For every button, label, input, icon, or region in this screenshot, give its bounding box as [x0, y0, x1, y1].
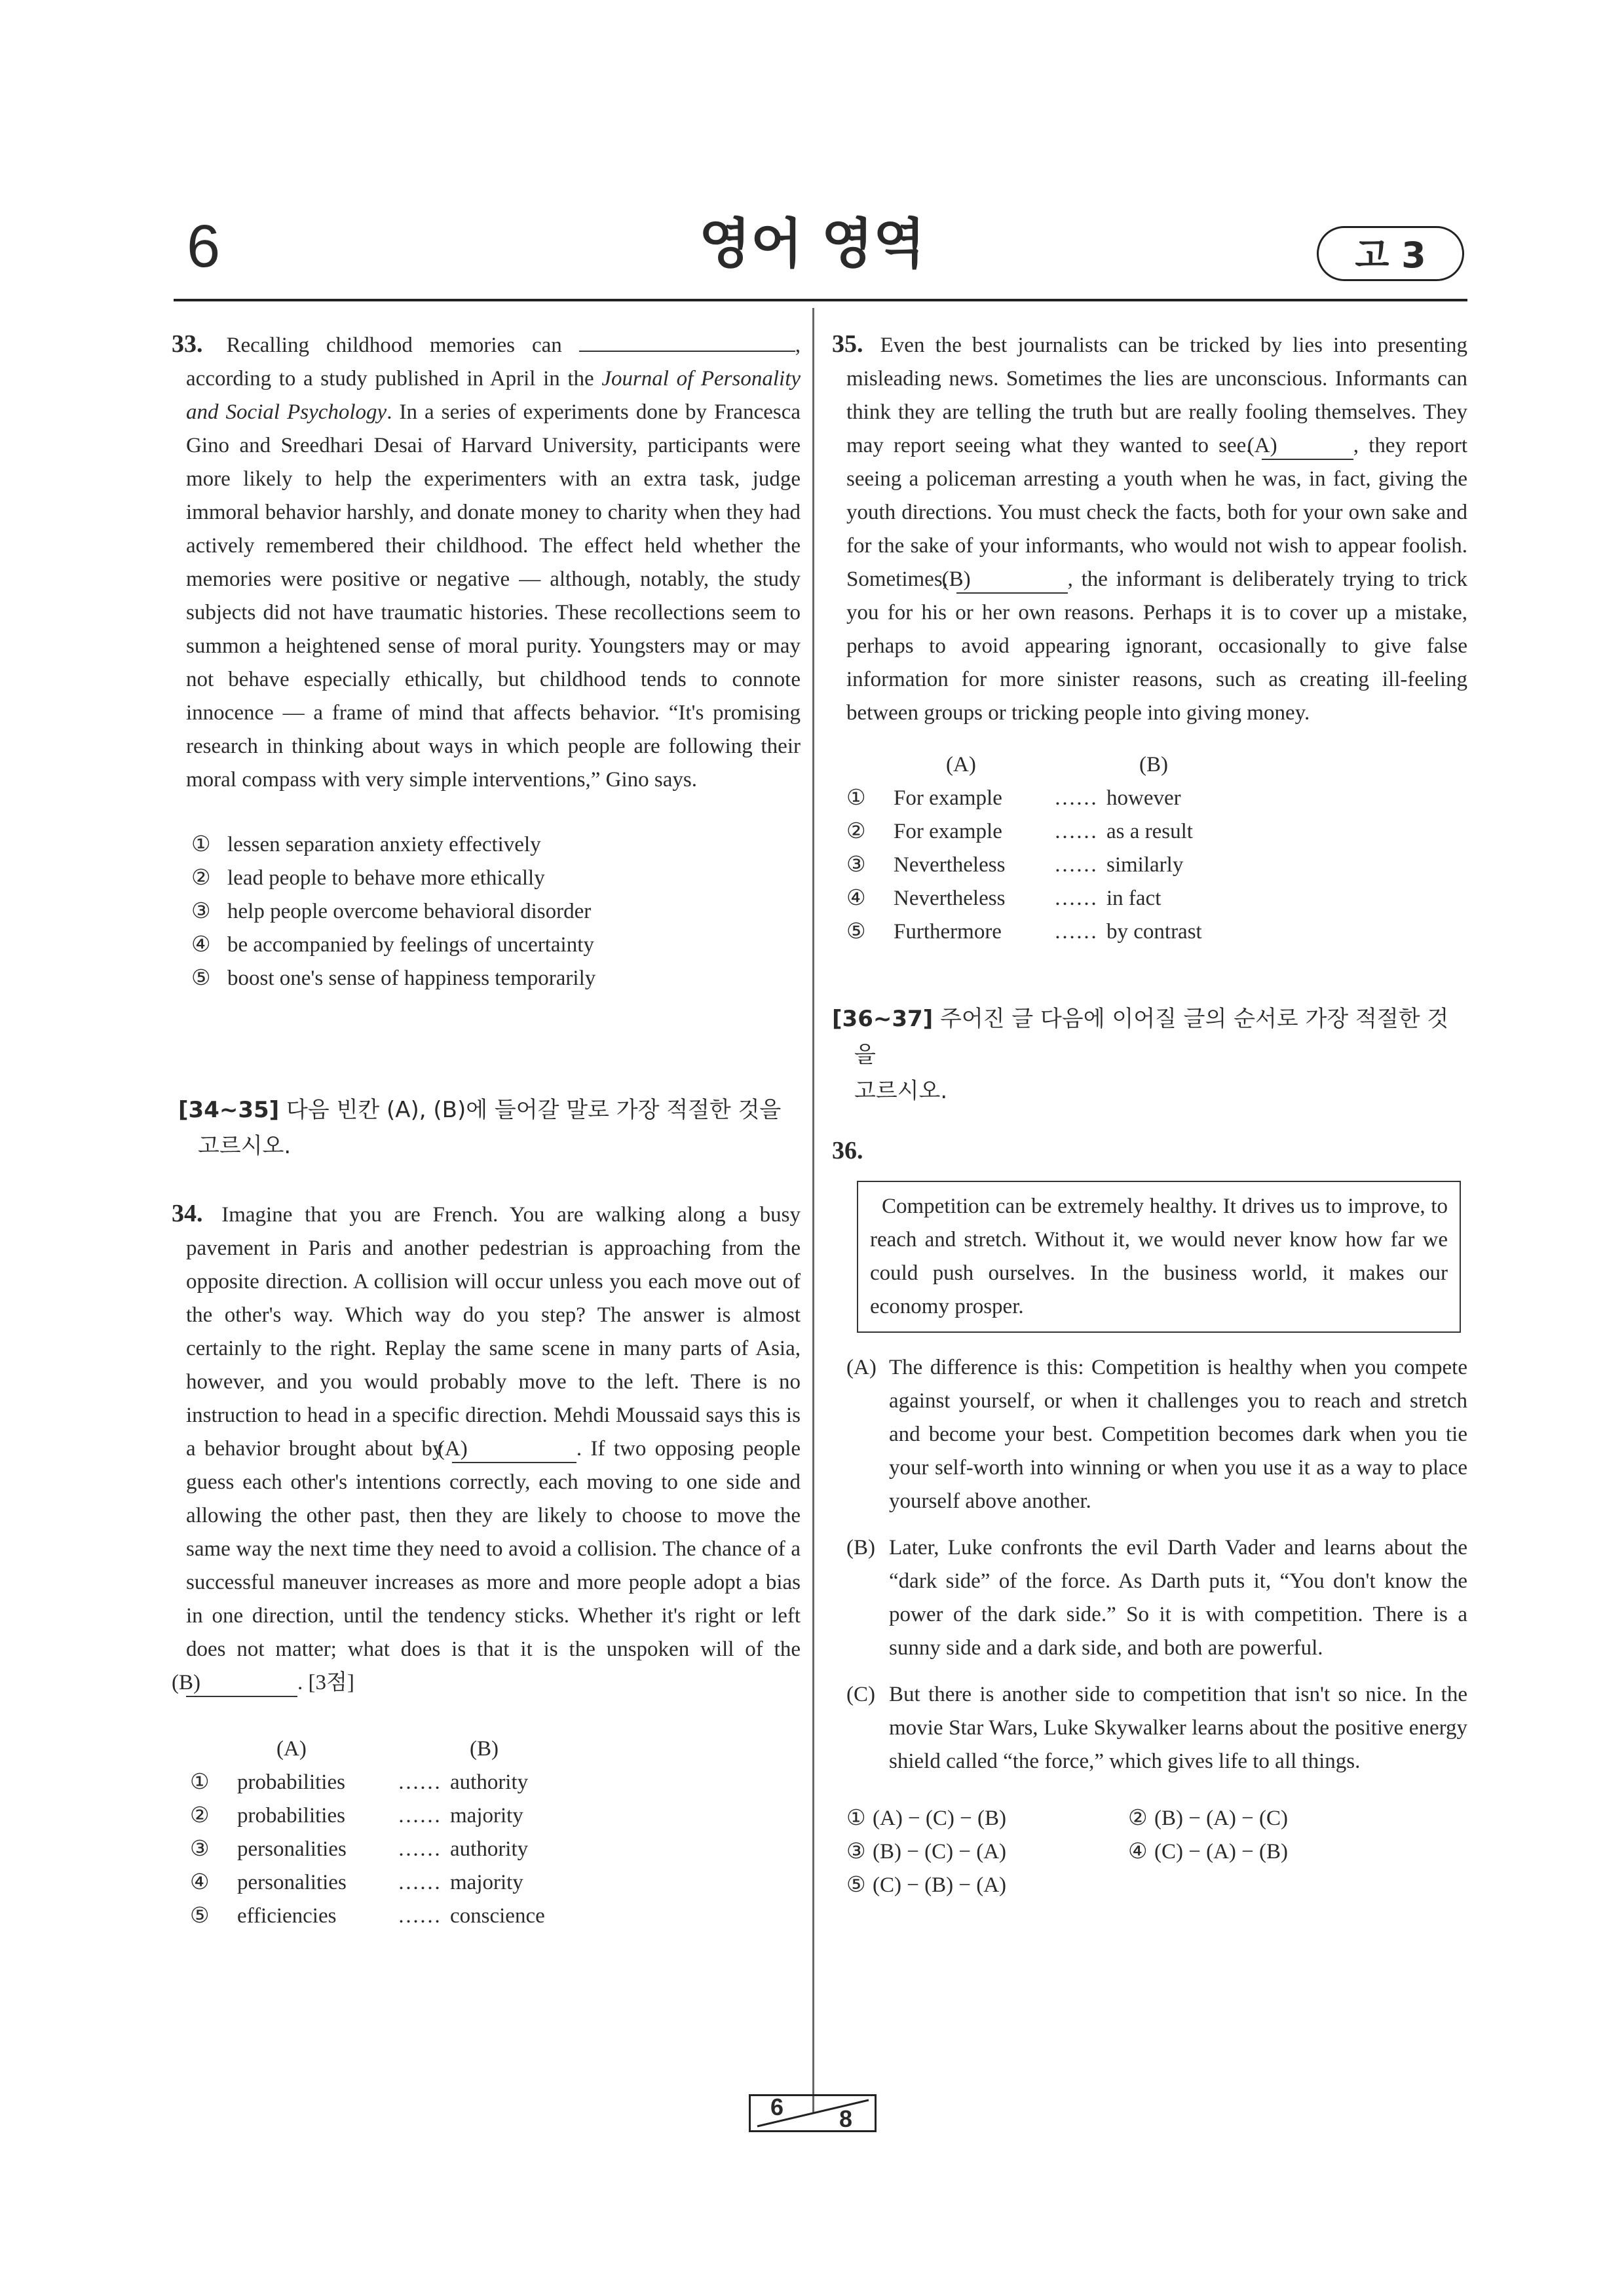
option-a: probabilities [237, 1770, 345, 1794]
choice-item[interactable] [1128, 1802, 1410, 1835]
column-b-header: (B) [470, 1737, 499, 1761]
q33-choices [172, 828, 801, 995]
choice-number: ⑤ [190, 1904, 210, 1928]
q33-blank [579, 328, 795, 352]
paragraph-text: But there is another side to competition that isn't so nice. In the movie Star Wars, Luke Skywalker learns about the positive energy shield called “the force,” which gives life to all things. [889, 1683, 1467, 1773]
q35-answer-table [832, 748, 1467, 949]
table-row[interactable] [846, 915, 1467, 949]
section-range: [36~37] [832, 1006, 934, 1032]
option-b: majority [450, 1804, 523, 1827]
right-column [832, 328, 1467, 1902]
page-indicator [749, 2094, 877, 2132]
option-b: majority [450, 1871, 523, 1894]
choice-number: ② [190, 1804, 210, 1827]
q33-text-rest: . In a series of experiments done by Francesca Gino and Sreedhari Desai of Harvard University, participants were more likely to help the experimenters with an extra task, judge immoral behavior harshly, and donate money to charity when they had actively remembered their childhood. The effect held whether the memories were positive or negative — although, notably, the study subjects did not have traumatic histories. These recollections seem to summon a heightened sense of moral purity. Youngsters may or may not behave especially ethically, but childhood tends to connote innocence — a frame of mind that affects behavior. “It's promising research in thinking about ways in which people are following their moral compass with very simple interventions,” Gino says. [186, 400, 801, 792]
column-b-header: (B) [1139, 753, 1168, 776]
header-rule [174, 299, 1467, 301]
table-row[interactable] [190, 1766, 801, 1799]
q35-number: 35. [832, 330, 863, 358]
question-35 [832, 328, 1467, 949]
section-instruction-line1: 다음 빈칸 (A), (B)에 들어갈 말로 가장 적절한 것을 [286, 1097, 782, 1123]
choice-text: (C) − (A) − (B) [1154, 1840, 1289, 1864]
paragraph-text: Later, Luke confronts the evil Darth Vader and learns about the “dark side” of the force. As Darth puts it, “You don't know the power of the dark side.” So it is with competition. There is a sunny side and a dark side, and both are powerful. [889, 1536, 1467, 1660]
table-row[interactable] [846, 782, 1467, 815]
choice-item[interactable] [191, 928, 801, 962]
page-total: 8 [839, 2105, 853, 2132]
choice-number: ④ [190, 1871, 210, 1894]
section-instruction-line1: 주어진 글 다음에 이어질 글의 순서로 가장 적절한 것을 [854, 1006, 1449, 1068]
choice-text: (A) − (C) − (B) [873, 1807, 1007, 1830]
column-divider [812, 308, 814, 2113]
choice-text: lessen separation anxiety effectively [227, 833, 541, 856]
dots: …… [1054, 820, 1097, 843]
option-a: personalities [237, 1837, 347, 1861]
choice-number: ② [1128, 1807, 1148, 1830]
choice-number: ③ [846, 853, 866, 877]
choice-text: be accompanied by feelings of uncertainty [227, 933, 594, 957]
q34-text3: . [3점] [297, 1671, 354, 1694]
q36-paragraph-c [846, 1678, 1467, 1778]
q35-text1: Even the best journalists can be tricked by lies into presenting misleading news. Sometimes the lies are unconscious. Informants can think they are telling the truth but are really fooling themselves. They may report seeing what they wanted to see. [846, 334, 1467, 457]
choice-item[interactable] [191, 895, 801, 928]
option-a: Nevertheless [894, 853, 1006, 877]
q33-text-before-blank: Recalling childhood memories can [226, 334, 562, 357]
choice-number: ② [191, 866, 211, 890]
option-b: authority [450, 1837, 529, 1861]
table-header-row [846, 748, 1467, 782]
option-b: authority [450, 1770, 529, 1794]
option-b: as a result [1106, 820, 1193, 843]
table-row[interactable] [846, 882, 1467, 915]
column-a-header: (A) [946, 753, 976, 776]
table-row[interactable] [190, 1900, 801, 1933]
choice-number: ② [846, 820, 866, 843]
section-instruction-line2: 고르시오. [854, 1078, 948, 1104]
section-range: [34~35] [178, 1097, 280, 1123]
choice-text: boost one's sense of happiness temporarily [227, 966, 596, 990]
choice-number: ⑤ [846, 920, 866, 944]
section-instruction-line2: 고르시오. [198, 1133, 292, 1159]
choice-number: ④ [191, 933, 211, 957]
choice-item[interactable] [191, 962, 801, 995]
table-header-row [190, 1732, 801, 1766]
option-b: however [1106, 786, 1181, 810]
q36-choices [832, 1802, 1467, 1902]
option-b: by contrast [1106, 920, 1202, 944]
choice-number: ④ [846, 887, 866, 910]
q34-blank-a: (A) [452, 1436, 576, 1463]
choice-item[interactable] [191, 828, 801, 862]
option-b: in fact [1106, 887, 1161, 910]
choice-text: help people overcome behavioral disorder [227, 900, 592, 923]
choice-number: ⑤ [191, 966, 211, 990]
q35-passage [832, 328, 1467, 730]
q34-text2: . If two opposing people guess each other's intentions correctly, each moving to one side and allowing the other past, then they are likely to choose to move the same way the next time they need to avoid a collision. The chance of a successful maneuver increases as more and more people adopt a bias in one direction, until the tendency sticks. Whether it's right or left does not matter; what does is that it is the unspoken will of the [186, 1437, 801, 1661]
dots: …… [398, 1837, 441, 1861]
q33-passage [172, 328, 801, 797]
question-36 [832, 1134, 1467, 1902]
choice-number: ① [191, 833, 211, 856]
option-a: probabilities [237, 1804, 345, 1827]
choice-text: (B) − (C) − (A) [873, 1840, 1007, 1864]
table-row[interactable] [190, 1866, 801, 1900]
q33-number: 33. [172, 330, 203, 358]
choice-text: (B) − (A) − (C) [1154, 1807, 1289, 1830]
q34-text1: Imagine that you are French. You are walking along a busy pavement in Paris and another pedestrian is approaching from the opposite direction. A collision will occur unless you each move out of the other's way. Which way do you step? The answer is almost certainly to the right. Replay the same scene in many parts of Asia, however, and you would probably move to the left. There is no instruction to head in a specific direction. Mehdi Moussaid says this is a behavior brought about by [186, 1203, 801, 1461]
section-34-35-instruction [172, 1092, 801, 1164]
page-indicator-slash [751, 2096, 875, 2130]
dots: …… [1054, 920, 1097, 944]
choice-number: ③ [190, 1837, 210, 1861]
q35-blank-a: (A) [1262, 432, 1353, 460]
option-a: efficiencies [237, 1904, 337, 1928]
choice-number: ③ [191, 900, 211, 923]
choice-number: ④ [1128, 1840, 1148, 1864]
q35-text3: , the informant is deliberately trying to trick you for his or her own reasons. Perhaps it is to cover up a mistake, perhaps to avoid appearing ignorant, occasionally to give false information for more sinister reasons, such as creating ill-feeling between groups or tricking people into giving money. [846, 567, 1468, 725]
choice-text: (C) − (B) − (A) [873, 1873, 1007, 1897]
question-34 [172, 1197, 801, 1933]
choice-item[interactable] [1128, 1835, 1410, 1869]
q35-blank-b: (B) [956, 566, 1068, 594]
choice-item[interactable] [191, 862, 801, 895]
q36-paragraph-a [846, 1351, 1467, 1518]
choice-item[interactable] [846, 1802, 1128, 1835]
dots: …… [398, 1871, 441, 1894]
dots: …… [398, 1904, 441, 1928]
option-b: conscience [450, 1904, 545, 1928]
section-36-37-instruction [832, 1001, 1467, 1109]
paragraph-text: The difference is this: Competition is healthy when you compete against yourself, or when it challenges you to reach and stretch and become your best. Competition becomes dark when you tie your self-worth into winning or when you use it as a way to place yourself above another. [889, 1356, 1467, 1513]
choice-number: ① [846, 786, 866, 810]
table-row[interactable] [190, 1833, 801, 1866]
q36-given-passage-box: Competition can be extremely healthy. It drives us to improve, to reach and stretch. Without it, we would never know how far we could push ourselves. In the business world, it makes our economy prosper. [857, 1181, 1461, 1333]
table-row[interactable] [190, 1799, 801, 1833]
table-row[interactable] [846, 815, 1467, 849]
q34-blank-b: (B) [186, 1670, 297, 1697]
page-title: 영어 영역 [698, 213, 926, 275]
option-b: similarly [1106, 853, 1184, 877]
option-a: For example [894, 820, 1002, 843]
q34-passage [172, 1197, 801, 1700]
choice-number: ③ [846, 1840, 866, 1864]
q36-paragraphs [832, 1351, 1467, 1778]
page-number: 6 [187, 213, 221, 280]
paragraph-label: (B) [846, 1536, 875, 1559]
dots: …… [1054, 853, 1097, 877]
q33-journal: Journal of Personality and Social Psychology [186, 367, 801, 424]
choice-item[interactable] [846, 1835, 1128, 1869]
table-row[interactable] [846, 849, 1467, 882]
q33-text-after-blank: , according to a study published in April in the [186, 334, 801, 391]
option-a: personalities [237, 1871, 347, 1894]
choice-number: ⑤ [846, 1873, 866, 1897]
q34-answer-table [172, 1732, 801, 1933]
q36-number: 36. [832, 1137, 863, 1164]
left-column [172, 328, 801, 1933]
q35-text2: , they report seeing a policeman arresting a youth when he was, in fact, giving the youth directions. You must check the facts, both for your own sake and for the sake of your informants, who would not wish to appear foolish. Sometimes, [846, 434, 1468, 591]
dots: …… [398, 1804, 441, 1827]
column-a-header: (A) [276, 1737, 307, 1761]
page-current: 6 [770, 2094, 784, 2120]
paragraph-label: (A) [846, 1356, 877, 1379]
choice-number: ① [846, 1807, 866, 1830]
option-a: For example [894, 786, 1002, 810]
option-a: Nevertheless [894, 887, 1006, 910]
q34-number: 34. [172, 1200, 203, 1227]
choice-item[interactable] [846, 1869, 1128, 1902]
grade-badge: 고 3 [1317, 226, 1464, 281]
question-33 [172, 328, 801, 995]
paragraph-label: (C) [846, 1683, 875, 1706]
dots: …… [398, 1770, 441, 1794]
dots: …… [1054, 786, 1097, 810]
option-a: Furthermore [894, 920, 1002, 944]
choice-text: lead people to behave more ethically [227, 866, 545, 890]
dots: …… [1054, 887, 1097, 910]
q36-paragraph-b [846, 1531, 1467, 1665]
choice-number: ① [190, 1770, 210, 1794]
